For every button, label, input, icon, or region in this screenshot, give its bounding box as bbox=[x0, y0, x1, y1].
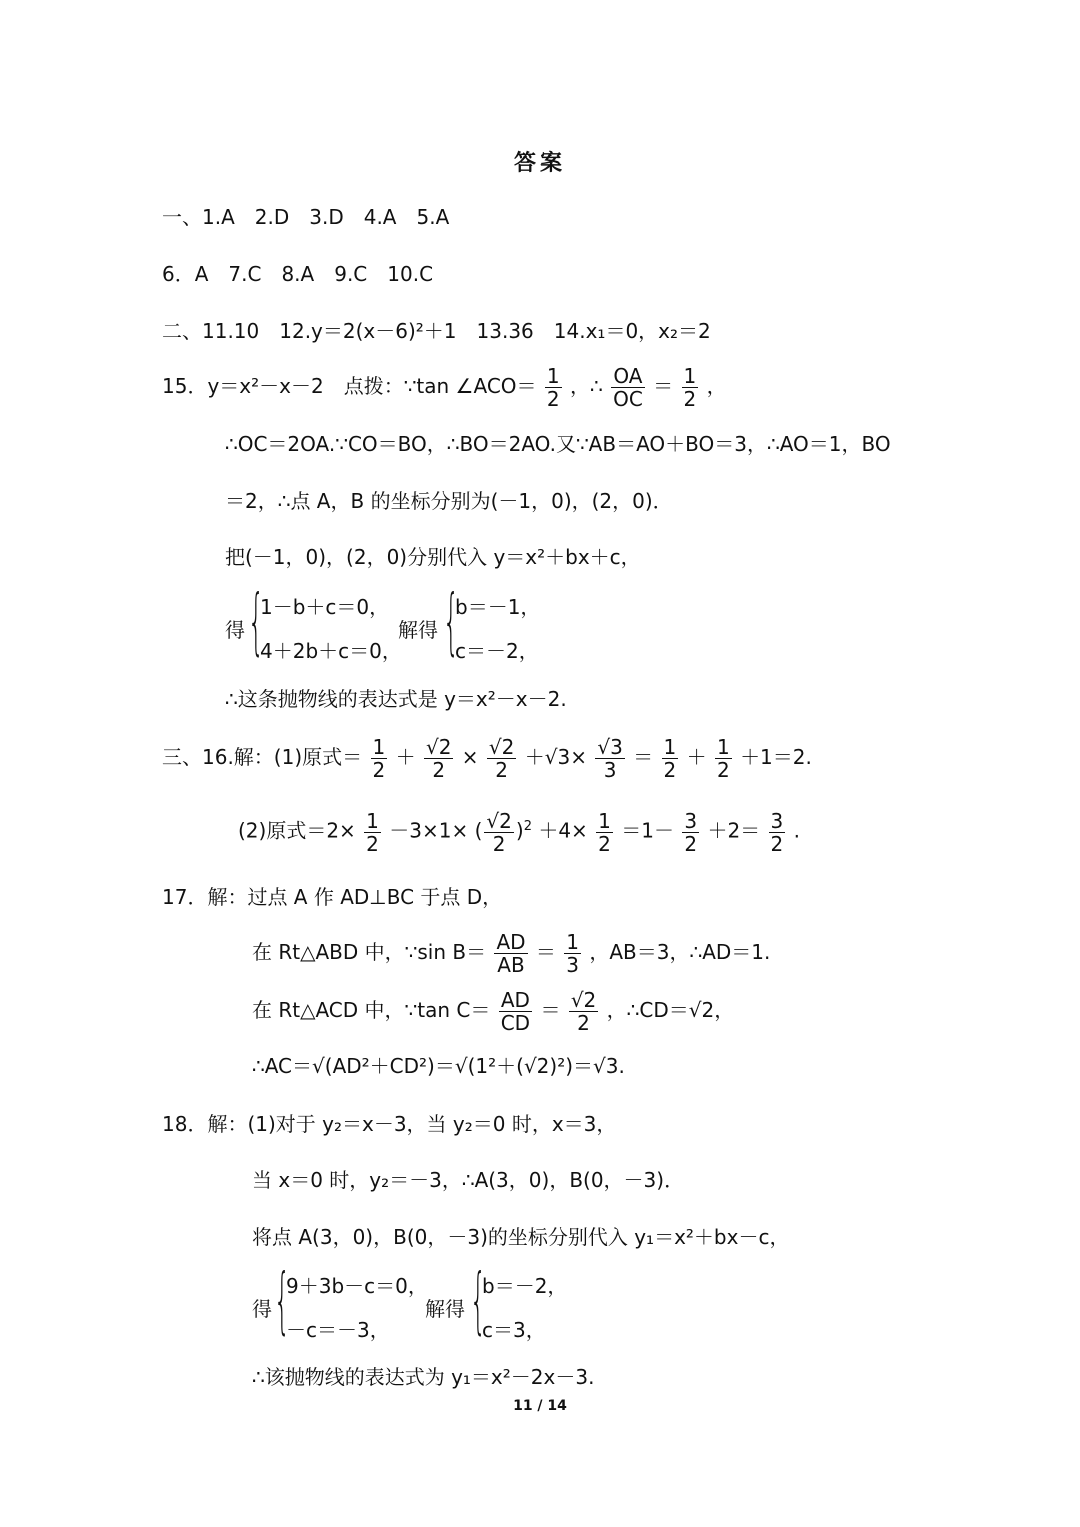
q17-line-2: 在 Rt△ABD 中，∵sin B＝ $\frac{AD}{AB}$ ＝ $\frac{1}{3}$ ，AB＝3，∴AD＝1. bbox=[252, 930, 771, 977]
q16-part-1: 三、16.解：(1)原式＝ $\frac{1}{2}$ ＋ $\frac{√2}{2}$ × $\frac{√2}{2}$ ＋√3× $\frac{√3}{3}$ ＝ $\frac{1}{2}$ ＋ $\frac{1}{2}$ ＋1＝2. bbox=[162, 735, 812, 782]
q18-solution-2: c＝3， bbox=[482, 1318, 546, 1342]
answers-row-2: 6．A 7.C 8.A 9.C 10.C bbox=[162, 262, 434, 286]
q16-part-2: (2)原式＝2× $\frac{1}{2}$ －3×1× ( $\frac{√2}{2}$ )$^2$ ＋4× $\frac{1}{2}$ ＝1－ $\frac{3}{2}$ ＋2＝ $\frac{3}{2}$ . bbox=[238, 808, 800, 856]
brace-icon: { bbox=[443, 579, 460, 663]
q15-solution-2: c＝－2， bbox=[455, 639, 539, 663]
q17-line-4: ∴AC＝√(AD²＋CD²)＝√(1²＋(√2)²)＝√3. bbox=[252, 1054, 625, 1078]
fraction: $\frac{AD}{AB}$ bbox=[496, 930, 526, 977]
fraction: $\frac{1}{2}$ bbox=[683, 364, 697, 411]
q15-line-4: 把(－1，0)，(2，0)分别代入 y＝x²＋bx＋c， bbox=[225, 545, 641, 569]
q18-system-eq-1: 9＋3b－c＝0， bbox=[286, 1274, 428, 1298]
fraction: $\frac{√2}{2}$ bbox=[570, 988, 597, 1035]
q15-system-eq-1: 1－b＋c＝0， bbox=[260, 595, 390, 619]
fraction: $\frac{1}{2}$ bbox=[716, 735, 730, 782]
q17-head: 17．解：过点 A 作 AD⊥BC 于点 D， bbox=[162, 885, 503, 909]
q18-conclusion: ∴该抛物线的表达式为 y₁＝x²－2x－3. bbox=[252, 1365, 595, 1389]
q18-solution-1: b＝－2， bbox=[482, 1274, 568, 1298]
fraction: $\frac{√2}{2}$ bbox=[488, 735, 515, 782]
fraction: $\frac{AD}{CD}$ bbox=[500, 988, 531, 1035]
fraction: $\frac{1}{2}$ bbox=[546, 364, 560, 411]
brace-icon: { bbox=[274, 1258, 291, 1342]
q15-conclusion: ∴这条抛物线的表达式是 y＝x²－x－2. bbox=[225, 687, 567, 711]
q15-system-eq-2: 4＋2b＋c＝0， bbox=[260, 639, 402, 663]
fraction: $\frac{3}{2}$ bbox=[684, 808, 698, 856]
brace-icon: { bbox=[248, 579, 265, 663]
q17-line-3: 在 Rt△ACD 中，∵tan C＝ $\frac{AD}{CD}$ ＝ $\frac{√2}{2}$ ，∴CD＝√2， bbox=[252, 988, 735, 1035]
fraction: $\frac{1}{2}$ bbox=[663, 735, 677, 782]
q15-de: 得 bbox=[225, 618, 245, 642]
q15-head-line: 15．y＝x²－x－2 点拨：∵tan ∠ACO＝ $\frac{1}{2}$ ，∴ $\frac{OA}{OC}$ ＝ $\frac{1}{2}$ ， bbox=[162, 364, 727, 411]
fraction: $\frac{1}{2}$ bbox=[598, 808, 611, 856]
answers-row-3: 二、11.10 12.y＝2(x－6)²＋1 13.36 14.x₁＝0，x₂＝2 bbox=[162, 319, 711, 343]
q18-head: 18．解：(1)对于 y₂＝x－3，当 y₂＝0 时，x＝3， bbox=[162, 1112, 617, 1136]
answers-row-1: 一、1.A 2.D 3.D 4.A 5.A bbox=[162, 205, 450, 229]
fraction: $\frac{√3}{3}$ bbox=[597, 735, 623, 782]
q18-line-3: 将点 A(3，0)，B(0，－3)的坐标分别代入 y₁＝x²＋bx－c， bbox=[252, 1225, 790, 1249]
brace-icon: { bbox=[470, 1258, 487, 1342]
q15-line-3: ＝2，∴点 A，B 的坐标分别为(－1，0)，(2，0)． bbox=[225, 489, 673, 513]
fraction: $\frac{√2}{2}$ bbox=[425, 735, 452, 782]
q18-de: 得 bbox=[252, 1297, 272, 1321]
page-number: 11 / 14 bbox=[513, 1398, 567, 1414]
q15-solution-1: b＝－1， bbox=[455, 595, 541, 619]
fraction: $\frac{1}{2}$ bbox=[366, 808, 379, 856]
q18-jiede: 解得 bbox=[425, 1297, 465, 1321]
fraction: $\frac{3}{2}$ bbox=[770, 808, 784, 856]
q18-system-eq-2: －c＝－3， bbox=[286, 1318, 390, 1342]
fraction: $\frac{OA}{OC}$ bbox=[613, 364, 643, 411]
q15-jiede: 解得 bbox=[398, 618, 438, 642]
fraction: $\frac{1}{2}$ bbox=[372, 735, 386, 782]
page-title: 答案 bbox=[513, 151, 566, 176]
fraction: $\frac{√2}{2}$ bbox=[486, 808, 512, 856]
q18-line-2: 当 x＝0 时，y₂＝－3，∴A(3，0)，B(0，－3)． bbox=[252, 1168, 685, 1192]
q15-line-2: ∴OC＝2OA.∵CO＝BO，∴BO＝2AO.又∵AB＝AO＋BO＝3，∴AO＝1，BO bbox=[225, 432, 891, 456]
fraction: $\frac{1}{3}$ bbox=[566, 930, 579, 977]
q15-head: 15．y＝x²－x－2 点拨：∵tan ∠ACO＝ bbox=[162, 374, 537, 398]
